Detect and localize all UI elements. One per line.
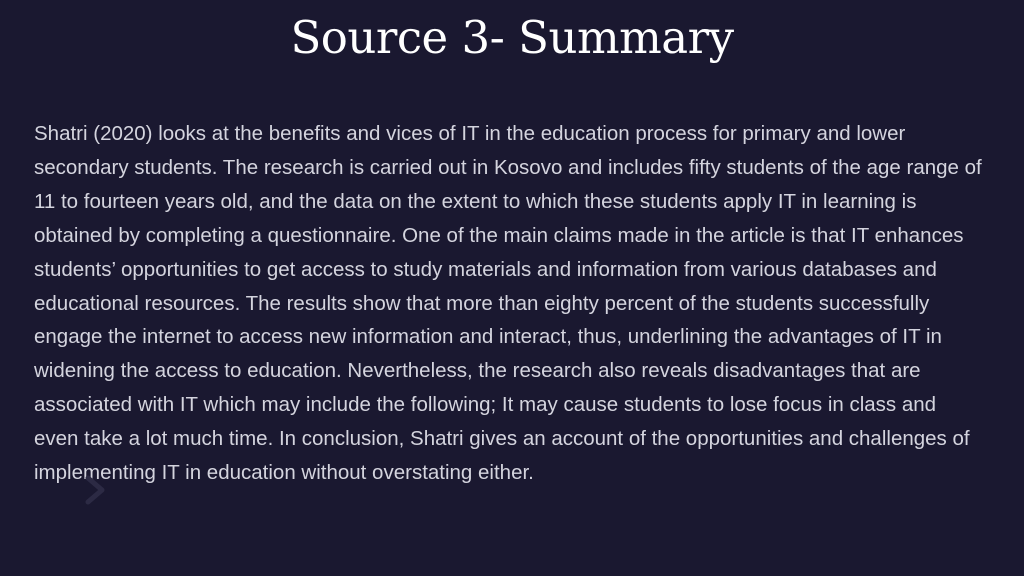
chevron-decoration-icon [82, 470, 122, 510]
summary-paragraph: Shatri (2020) looks at the benefits and vices of IT in the education process for primary and lower secondary students. The research is carried out in Kosovo and includes fifty students of the age range of 11 to fourteen years old, and the data on the extent to which these students apply IT in learning is obtained by completing a questionnaire. One of the main claims made in the article is that IT enhances students’ opportunities to get access to study materials and information from various databases and educational resources. The results show that more than eighty percent of the students successfully engage the internet to access new information and interact, thus, underlining the advantages of IT in widening the access to education. Nevertheless, the research also reveals disadvantages that are associated with IT which may include the following; It may cause students to lose focus in class and even take a lot much time. In conclusion, Shatri gives an account of the opportunities and challenges of implementing IT in education without overstating either. [34, 122, 982, 485]
slide-title: Source 3- Summary [290, 11, 734, 64]
